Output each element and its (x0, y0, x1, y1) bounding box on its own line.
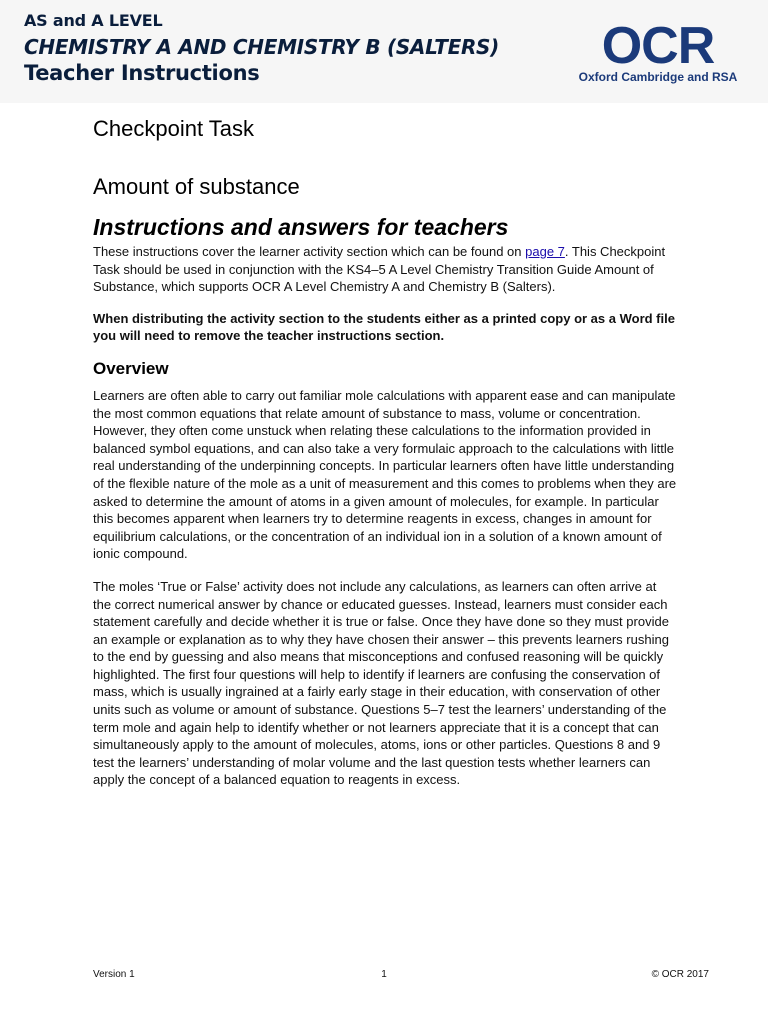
subject-title: CHEMISTRY A AND CHEMISTRY B (SALTERS) (24, 35, 499, 59)
footer-copyright: © OCR 2017 (651, 969, 709, 980)
ocr-logo (574, 22, 742, 88)
overview-paragraph-2: The moles ‘True or False’ activity does not include any calculations, as learners can often arrive at the correct numerical answer by chance or educated guesses. Instead, learners must consider each statement carefully and decide whether it is true or false. Once they have done so they must provide an example or explanation as to why they have chosen their answer – this prevents learners rushing to the end by guessing and also means that misconceptions and confused reasoning will be quickly highlighted. The first four questions will help to identify if learners are confusing the conservation of mass, which is usually ingrained at a fairly early stage in their education, with conservation of other units such as volume or amount of substance. Questions 5–7 test the learners’ understanding of the term mole and again help to identify whether or not learners appreciate that it is a concept that can simultaneously apply to the amount of molecules, atoms, ions or other particles. Questions 8 and 9 test the learners’ understanding of molar volume and the last question tests whether learners can apply the concept of a balanced equation to reagents in excess. (93, 578, 669, 788)
section-title: Instructions and answers for teachers (93, 214, 509, 240)
page-header (0, 0, 768, 103)
ocr-logo-mark (574, 22, 742, 68)
intro-paragraph (93, 243, 677, 296)
footer-page-number: 1 (381, 969, 387, 980)
overview-paragraph-1: Learners are often able to carry out familiar mole calculations with apparent ease and can manipulate the most common equations that relate amount of substance to mass, volume or concentration. However, they often come unstuck when relating these calculations to the information provided in balanced symbol equations, and can also take a very formulaic approach to the calculations with little real understanding of the underpinning concepts. In particular learners often have little understanding of the flexible nature of the mole as a unit of measurement and this comes to problems when they are asked to determine the amount of atoms in a given amount of molecules, for example. In particular this becomes apparent when learners try to determine reagents in excess, changes in amount for equilibrium calculations, or the concentration of an individual ion in a solution of a known amount of ionic compound. (93, 387, 677, 562)
overview-heading: Overview (93, 358, 169, 378)
main-content (93, 112, 677, 789)
logo-tagline: Oxford Cambridge and RSA (578, 70, 738, 84)
topic-title: Amount of substance (93, 174, 300, 199)
document-type: Teacher Instructions (24, 61, 260, 85)
distribution-warning: When distributing the activity section to the students either as a printed copy or as a Word file you will need to remove the teacher instructions section. (93, 310, 675, 344)
intro-text-start: These instructions cover the learner activity section which can be found on (93, 244, 526, 259)
page-7-link[interactable]: page 7 (525, 244, 565, 259)
task-title: Checkpoint Task (93, 116, 255, 141)
logo-wordmark: OCR (601, 22, 715, 68)
footer-version: Version 1 (93, 969, 135, 980)
qualification-level: AS and A LEVEL (24, 11, 163, 30)
intro-text-end: . This Checkpoint Task should be used in conjunction with the KS4–5 A Level Chemistry Transition Guide Amount of Substance, which supports OCR A Level Chemistry A and Chemistry B (Salters). (93, 244, 666, 295)
page-footer (93, 969, 709, 983)
